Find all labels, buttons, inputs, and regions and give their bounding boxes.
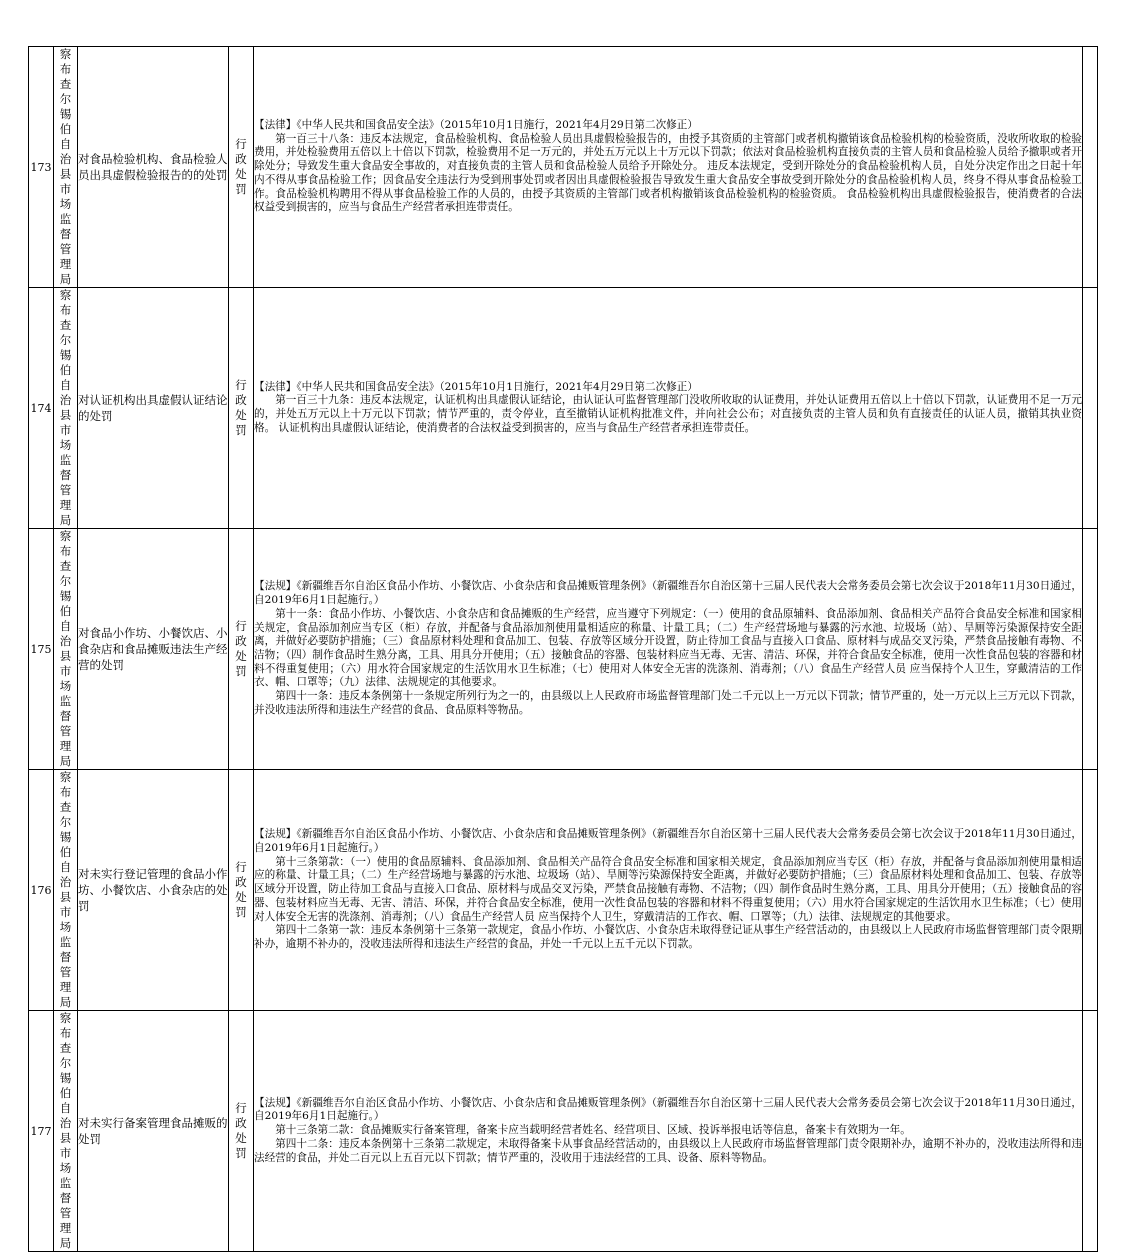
penalty-table <box>28 46 1098 1252</box>
category-name: 行政处罚 <box>235 378 247 437</box>
department-cell <box>54 47 78 288</box>
remark-cell <box>1083 529 1098 770</box>
legal-basis <box>254 1011 1083 1252</box>
remark-cell <box>1083 770 1098 1011</box>
row-number: 177 <box>29 1011 54 1252</box>
basis-article: 第十三条第款：（一）使用的食品原辅料、食品添加剂、食品相关产品符合食品安全标准和国家相关规定，食品添加剂应当专区（柜）存放，并配备与食品添加剂使用量相适应的称量、计量工具；（二）生产经营场地与暴露的污水池、垃圾场（站）、旱厕等污染源保持安全距离，并做好必要防护措施；（三）食品原材料处理和食品加工、包装、存放等区域分开设置，防止待加工食品与直接入口食品、原材料与成品交叉污染，严禁食品接触有毒物、不洁物；（四）制作食品时生熟分离，工具、用具分开使用；（五）接触食品的容器、包装材料应当无毒、无害、清洁、环保，并符合食品安全标准，使用一次性食品包装的容器和材料不得重复使用；（六）用水符合国家规定的生活饮用水卫生标准；（七）使用对人体安全无害的洗涤剂、消毒剂；（八）食品生产经营人员 应当保持个人卫生，穿戴清洁的工作衣、帽、口罩等；（九）法律、法规规定的其他要求。 <box>254 855 1082 923</box>
department-name: 察布查尔锡伯自治县市场监督管理局 <box>59 770 72 1009</box>
remark-cell <box>1083 288 1098 529</box>
item-name: 对认证机构出具虚假认证结论的处罚 <box>78 288 229 529</box>
item-name: 对食品检验机构、食品检验人员出具虚假检验报告的的处罚 <box>78 47 229 288</box>
row-number: 175 <box>29 529 54 770</box>
basis-source: 【法规】《新疆维吾尔自治区食品小作坊、小餐饮店、小食杂店和食品摊贩管理条例》（新疆维吾尔自治区第十三届人民代表大会常务委员会第七次会议于2018年11月30日通过，自2019年6月1日起施行。） <box>254 828 1082 855</box>
remark-cell <box>1083 47 1098 288</box>
basis-article: 第十三条第二款：食品摊贩实行备案管理，备案卡应当载明经营者姓名、经营项目、区域、投诉举报电话等信息，备案卡有效期为一年。 <box>275 1124 911 1137</box>
table-row <box>29 1011 1098 1252</box>
department-cell <box>54 770 78 1011</box>
department-cell <box>54 288 78 529</box>
category-name: 行政处罚 <box>235 137 247 196</box>
department-name: 察布查尔锡伯自治县市场监督管理局 <box>59 529 72 768</box>
item-name: 对未实行登记管理的食品小作坊、小餐饮店、小食杂店的处罚 <box>78 770 229 1011</box>
basis-source: 【法规】《新疆维吾尔自治区食品小作坊、小餐饮店、小食杂店和食品摊贩管理条例》（新疆维吾尔自治区第十三届人民代表大会常务委员会第七次会议于2018年11月30日通过，自2019年6月1日起施行。） <box>254 1096 1082 1123</box>
table-row <box>29 770 1098 1011</box>
item-name: 对未实行备案管理食品摊贩的处罚 <box>78 1011 229 1252</box>
row-number: 173 <box>29 47 54 288</box>
basis-article: 第十一条：食品小作坊、小餐饮店、小食杂店和食品摊贩的生产经营，应当遵守下列规定：（一）使用的食品原辅料、食品添加剂、食品相关产品符合食品安全标准和国家相关规定，食品添加剂应当专区（柜）存放，并配备与食品添加剂使用量相适应的称量、计量工具；（二）生产经营场地与暴露的污水池、垃圾场（站）、旱厕等污染源保持安全距离，并做好必要防护措施；（三）食品原材料处理和食品加工、包装、存放等区域分开设置，防止待加工食品与直接入口食品、原材料与成品交叉污染，严禁食品接触有毒物、不洁物；（四）制作食品时生熟分离，工具、用具分开使用；（五）接触食品的容器、包装材料应当无毒、无害、清洁、环保，并符合食品安全标准，使用一次性食品包装的容器和材料不得重复使用；（六）用水符合国家规定的生活饮用水卫生标准；（七）使用对人体安全无害的洗涤剂、消毒剂；（八）食品生产经营人员 应当保持个人卫生，穿戴清洁的工作衣、帽、口罩等；（九）法律、法规规定的其他要求。 <box>254 607 1082 689</box>
basis-source: 【法律】《中华人民共和国食品安全法》（2015年10月1日施行，2021年4月29日第二次修正） <box>254 380 698 393</box>
basis-article: 第四十二条第一款：违反本条例第十三条第一款规定，食品小作坊、小餐饮店、小食杂店未取得登记证从事生产经营活动的，由县级以上人民政府市场监督管理部门责令限期补办，逾期不补办的，没收违法所得和违法生产经营的食品，并处一千元以上五千元以下罚款。 <box>254 924 1082 950</box>
row-number: 176 <box>29 770 54 1011</box>
legal-basis <box>254 529 1083 770</box>
item-name: 对食品小作坊、小餐饮店、小食杂店和食品摊贩违法生产经营的处罚 <box>78 529 229 770</box>
department-name: 察布查尔锡伯自治县市场监督管理局 <box>59 288 72 527</box>
basis-article: 第一百三十九条：违反本法规定，认证机构出具虚假认证结论，由认证认可监督管理部门没收所收取的认证费用，并处认证费用五倍以上十倍以下罚款，认证费用不足一万元的，并处五万元以上十万元以下罚款；情节严重的，责令停业，直至撤销认证机构批准文件，并向社会公布；对直接负责的主管人员和负有直接责任的认证人员，撤销其执业资格。 认证机构出具虚假认证结论，使消费者的合法权益受到损害的，应当与食品生产经营者承担连带责任。 <box>254 394 1082 434</box>
table-row <box>29 47 1098 288</box>
category-cell <box>229 529 254 770</box>
category-name: 行政处罚 <box>235 1101 247 1160</box>
category-cell <box>229 770 254 1011</box>
table-row <box>29 288 1098 529</box>
table-row <box>29 529 1098 770</box>
department-name: 察布查尔锡伯自治县市场监督管理局 <box>59 1011 72 1250</box>
category-cell <box>229 47 254 288</box>
legal-basis <box>254 288 1083 529</box>
basis-article: 第一百三十八条：违反本法规定，食品检验机构、食品检验人员出具虚假检验报告的，由授予其资质的主管部门或者机构撤销该食品检验机构的检验资质，没收所收取的检验费用，并处检验费用五倍以上十倍以下罚款，检验费用不足一万元的，并处五万元以上十万元以下罚款；依法对食品检验机构直接负责的主管人员和食品检验人员给予撤职或者开除处分；导致发生重大食品安全事故的，对直接负责的主管人员和食品检验人员给予开除处分。 违反本法规定，受到开除处分的食品检验机构人员，自处分决定作出之日起十年内不得从事食品检验工作；因食品安全违法行为受到刑事处罚或者因出具虚假检验报告导致发生重大食品安全事故受到开除处分的食品检验机构人员，终身不得从事食品检验工作。食品检验机构聘用不得从事食品检验工作的人员的，由授予其资质的主管部门或者机构撤销该食品检验机构的检验资质。 食品检验机构出具虚假检验报告，使消费者的合法权益受到损害的，应当与食品生产经营者承担连带责任。 <box>254 132 1082 214</box>
basis-article: 第四十二条：违反本条例第十三条第二款规定，未取得备案卡从事食品经营活动的，由县级以上人民政府市场监督管理部门责令限期补办，逾期不补办的，没收违法所得和违法经营的食品，并处二百元以上五百元以下罚款；情节严重的，没收用于违法经营的工具、设备、原料等物品。 <box>254 1137 1082 1164</box>
remark-cell <box>1083 1011 1098 1252</box>
basis-article: 第四十一条：违反本条例第十一条规定所列行为之一的，由县级以上人民政府市场监督管理部门处二千元以上一万元以下罚款；情节严重的，处一万元以上三万元以下罚款，并没收违法所得和违法生产经营的食品、食品原料等物品。 <box>254 690 1082 716</box>
category-name: 行政处罚 <box>235 860 247 919</box>
legal-basis <box>254 47 1083 288</box>
department-cell <box>54 529 78 770</box>
basis-source: 【法规】《新疆维吾尔自治区食品小作坊、小餐饮店、小食杂店和食品摊贩管理条例》（新疆维吾尔自治区第十三届人民代表大会常务委员会第七次会议于2018年11月30日通过，自2019年6月1日起施行。） <box>254 580 1082 607</box>
category-cell <box>229 288 254 529</box>
basis-source: 【法律】《中华人民共和国食品安全法》（2015年10月1日施行，2021年4月29日第二次修正） <box>254 119 698 132</box>
category-cell <box>229 1011 254 1252</box>
row-number: 174 <box>29 288 54 529</box>
department-name: 察布查尔锡伯自治县市场监督管理局 <box>59 47 72 286</box>
category-name: 行政处罚 <box>235 619 247 678</box>
legal-basis <box>254 770 1083 1011</box>
department-cell <box>54 1011 78 1252</box>
